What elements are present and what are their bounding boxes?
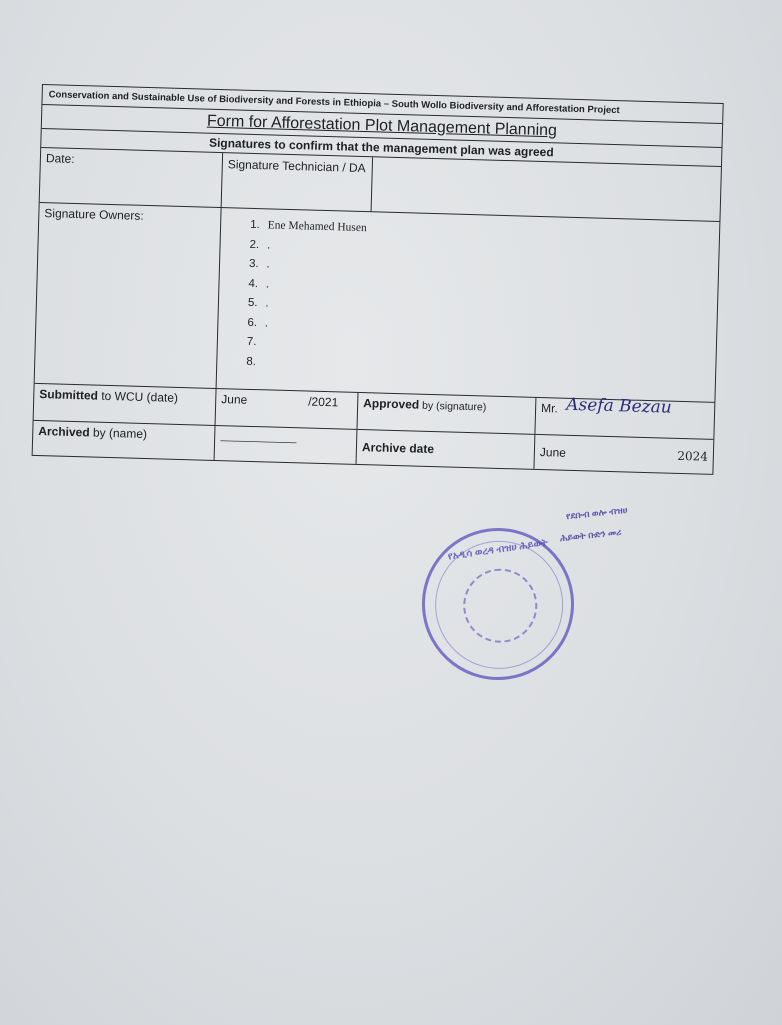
afforestation-form (32, 84, 724, 475)
submitted-date-field[interactable]: June /2021 (216, 389, 359, 429)
seal-lettering: የአዲሳ ወረዳ ብዝሀ ሕይወት (447, 537, 549, 563)
owner-item: 7. (246, 335, 257, 349)
owner-item: 4. . (248, 277, 270, 290)
signature-heading: Signatures to confirm that the management plan was agreed (208, 135, 554, 160)
owner-item: 3. . (248, 257, 270, 271)
submitted-label: Submitted to WCU (date) (34, 384, 217, 425)
seal-note-line2: ሕይወት ቡድን መሪ (559, 526, 622, 544)
technician-label: Signature Technician / DA (222, 153, 373, 211)
approved-label: Approved by (signature) (357, 393, 536, 434)
project-header: Conservation and Sustainable Use of Biodiversity and Forests in Ethiopia – South Wollo Biodiversity and Afforestation Project (48, 89, 620, 117)
archive-date-label: Archive date (357, 430, 536, 469)
technician-signature-field[interactable] (372, 157, 721, 221)
archived-name-field[interactable]: -------------------------------------- (215, 426, 358, 464)
archived-label: Archived by (name) (33, 421, 216, 460)
form-title: Form for Afforestation Plot Management Planning (206, 112, 558, 140)
owner-item: 5. . (247, 296, 269, 310)
owners-list (222, 211, 714, 385)
owner-item: 2. . (249, 238, 271, 251)
date-label: Date: (40, 148, 223, 207)
approver-signature: Asefa Bezau (565, 394, 672, 418)
owners-label: Signature Owners: (35, 203, 222, 388)
archive-date-field[interactable]: June 2024 (539, 445, 709, 464)
seal-note-line1: የደቡብ ወሎ ብዝሀ (565, 504, 628, 522)
owners-row (35, 203, 720, 403)
approved-signature-field[interactable]: Mr. Asefa Bezau (540, 394, 672, 418)
owner-item: 6. . (247, 316, 269, 329)
owner-item: 1. Ene Mehamed Husen (249, 218, 367, 235)
owners-signature-area[interactable] (217, 208, 720, 402)
owner-item: 8. (246, 355, 257, 368)
